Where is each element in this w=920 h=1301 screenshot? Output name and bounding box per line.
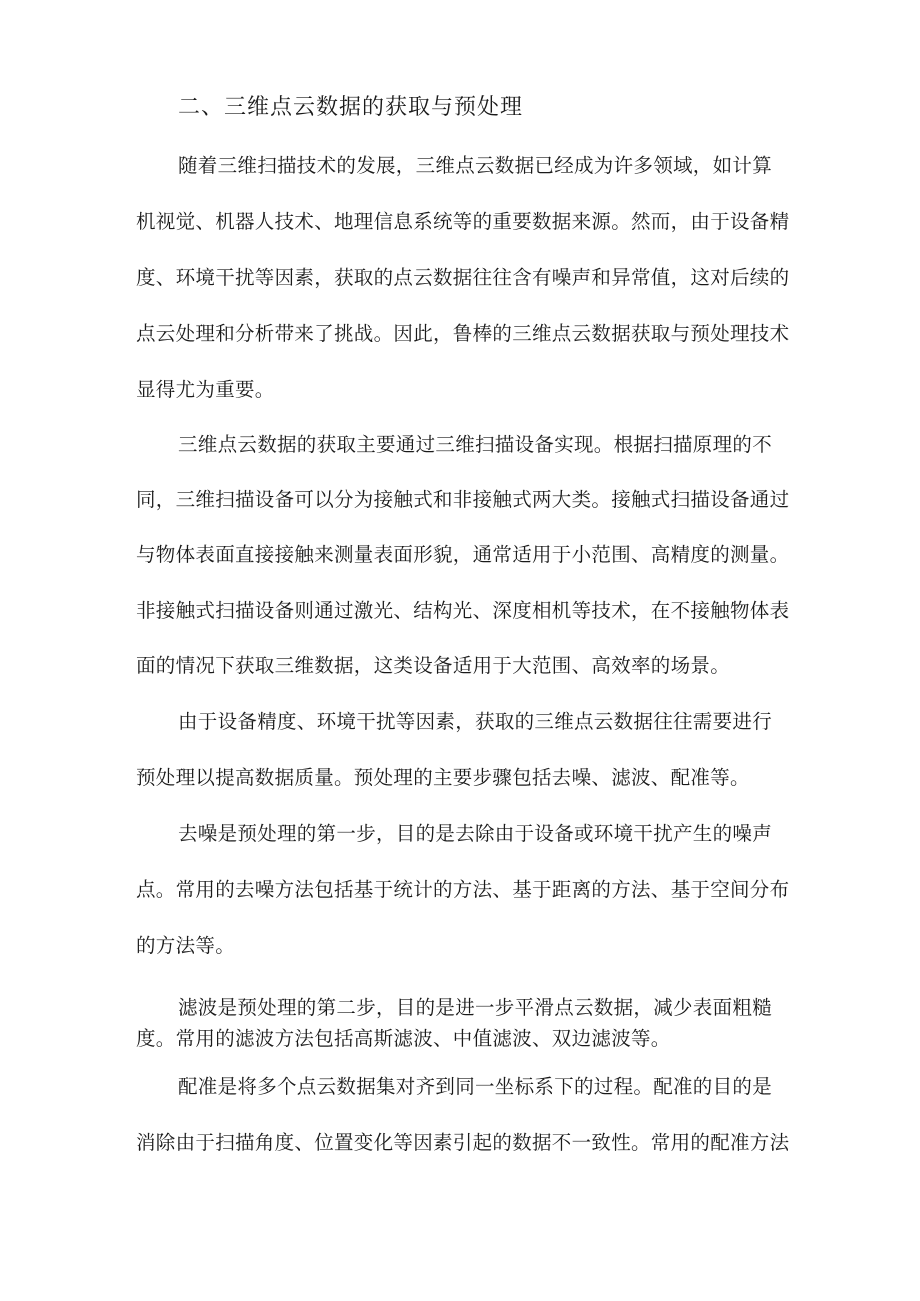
paragraph-line: 面的情况下获取三维数据，这类设备适用于大范围、高效率的场景。 [136, 654, 731, 677]
paragraph-line: 消除由于扫描角度、位置变化等因素引起的数据不一致性。常用的配准方法 [136, 1131, 790, 1154]
paragraph-line: 点云处理和分析带来了挑战。因此，鲁棒的三维点云数据获取与预处理技术 [136, 322, 790, 345]
paragraph-line: 机视觉、机器人技术、地理信息系统等的重要数据来源。然而，由于设备精 [136, 210, 790, 233]
paragraph-line: 同，三维扫描设备可以分为接触式和非接触式两大类。接触式扫描设备通过 [136, 488, 790, 511]
paragraph-line: 配准是将多个点云数据集对齐到同一坐标系下的过程。配准的目的是 [178, 1075, 773, 1098]
paragraph-line: 预处理以提高数据质量。预处理的主要步骤包括去噪、滤波、配准等。 [136, 766, 750, 789]
paragraph-line: 点。常用的去噪方法包括基于统计的方法、基于距离的方法、基于空间分布 [136, 878, 790, 901]
paragraph-line: 显得尤为重要。 [136, 378, 275, 401]
paragraph-line: 非接触式扫描设备则通过激光、结构光、深度相机等技术，在不接触物体表 [136, 599, 790, 622]
paragraph-line: 的方法等。 [136, 934, 236, 957]
paragraph-line: 随着三维扫描技术的发展，三维点云数据已经成为许多领域，如计算 [178, 154, 773, 177]
paragraph-line: 度、环境干扰等因素，获取的点云数据往往含有噪声和异常值，这对后续的 [136, 266, 790, 289]
paragraph-line: 由于设备精度、环境干扰等因素，获取的三维点云数据往往需要进行 [178, 710, 773, 733]
paragraph-line: 去噪是预处理的第一步，目的是去除由于设备或环境干扰产生的噪声 [178, 822, 773, 845]
section-heading: 二、三维点云数据的获取与预处理 [178, 95, 524, 120]
paragraph-line: 三维点云数据的获取主要通过三维扫描设备实现。根据扫描原理的不 [178, 433, 773, 456]
paragraph-line: 度。常用的滤波方法包括高斯滤波、中值滤波、双边滤波等。 [136, 1027, 671, 1050]
paragraph-line: 与物体表面直接接触来测量表面形貌，通常适用于小范围、高精度的测量。 [136, 543, 790, 566]
paragraph-line: 滤波是预处理的第二步，目的是进一步平滑点云数据，减少表面粗糙 [178, 996, 773, 1019]
